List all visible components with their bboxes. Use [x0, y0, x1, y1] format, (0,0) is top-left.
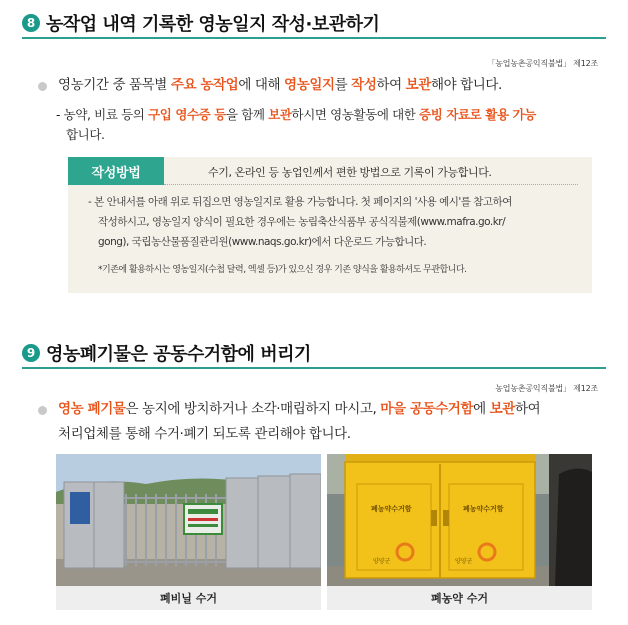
text-run: 에	[473, 401, 490, 417]
section-8-bullet	[58, 74, 502, 96]
highlight-text: 보관	[489, 401, 515, 417]
section-9-bullet-cont: 처리업체를 통해 수거·폐기 되도록 관리해야 합니다.	[58, 426, 351, 442]
text-run: 해야 합니다.	[430, 77, 502, 93]
method-line: gong), 국립농산물품질관리원(www.naqs.go.kr)에서 다운로드 가능합니다.	[98, 236, 427, 248]
highlight-text: 작성	[351, 77, 377, 93]
method-tab-label: 작성방법	[68, 157, 164, 185]
pesticide-bin-illustration	[327, 454, 592, 586]
highlight-text: 보관	[268, 107, 292, 122]
section-8-sub-bullet-cont: 합니다.	[66, 127, 105, 142]
section-8-header	[22, 10, 379, 36]
section-divider	[22, 37, 606, 39]
method-divider	[164, 184, 578, 185]
bin-logo-left: 양양군	[373, 558, 391, 565]
method-note: *기존에 활용하시는 영농일지(수첩 달력, 엑셀 등)가 있으신 경우 기존 양식을 활용하셔도 무관합니다.	[98, 265, 467, 275]
bin-label-left: 폐농약수거함	[371, 505, 412, 513]
text-run: - 농약, 비료 등의	[56, 107, 149, 122]
section-9-header	[22, 340, 311, 366]
law-reference: 「농업농촌공익직불법」 제12조	[487, 59, 598, 68]
method-heading: 수기, 온라인 등 농업인께서 편한 방법으로 기록이 가능합니다.	[208, 166, 492, 179]
highlight-text: 구입 영수증 등	[148, 107, 226, 122]
highlight-text: 영농일지	[284, 77, 335, 93]
bin-logo-right: 양양군	[455, 558, 473, 565]
highlight-text: 증빙 자료로 활용 가능	[419, 107, 536, 122]
writing-method-box	[68, 157, 592, 293]
section-number-badge: 8	[22, 14, 40, 32]
highlight-text: 주요 농작업	[170, 77, 239, 93]
method-line: 작성하시고, 영농일지 양식이 필요한 경우에는 농림축산식품부 공식직불제(www.mafra.go.kr/	[98, 216, 506, 228]
highlight-text: 보관	[405, 77, 431, 93]
text-run: 를	[334, 77, 352, 93]
bin-label-right: 폐농약수거함	[463, 505, 504, 513]
highlight-text: 영농 폐기물	[58, 401, 126, 417]
section-title: 농작업 내역 기록한 영농일지 작성·보관하기	[46, 14, 380, 35]
section-divider	[22, 367, 606, 369]
text-run: 에 대해	[238, 77, 285, 93]
bullet-dot	[38, 406, 47, 415]
section-9-bullet	[58, 398, 540, 420]
text-run: 하시면 영농활동에 대한	[291, 107, 420, 122]
text-run: 하여	[376, 77, 406, 93]
vinyl-collection-illustration	[56, 454, 321, 586]
section-number-badge: 9	[22, 344, 40, 362]
bullet-dot	[38, 82, 47, 91]
text-run: 영농기간 중 품목별	[58, 77, 171, 93]
text-run: 하여	[514, 401, 541, 417]
method-body	[88, 192, 588, 252]
section-8-sub-bullet	[56, 104, 536, 125]
section-title: 영농폐기물은 공동수거함에 버리기	[46, 344, 311, 365]
method-line: - 본 안내서를 아래 위로 뒤집으면 영농일지로 활용 가능합니다. 첫 페이지의 '사용 예시'를 참고하여	[88, 196, 512, 208]
vinyl-collection-photo	[56, 454, 321, 586]
photo-caption: 폐비닐 수거	[56, 586, 321, 610]
text-run: 을 함께	[226, 107, 269, 122]
photo-caption: 폐농약 수거	[327, 586, 592, 610]
highlight-text: 마을 공동수거함	[380, 401, 474, 417]
law-reference: 농업농촌공익직불법」 제12조	[495, 384, 598, 393]
text-run: 은 농지에 방치하거나 소각·매립하지 마시고,	[125, 401, 381, 417]
pesticide-collection-photo	[327, 454, 592, 586]
